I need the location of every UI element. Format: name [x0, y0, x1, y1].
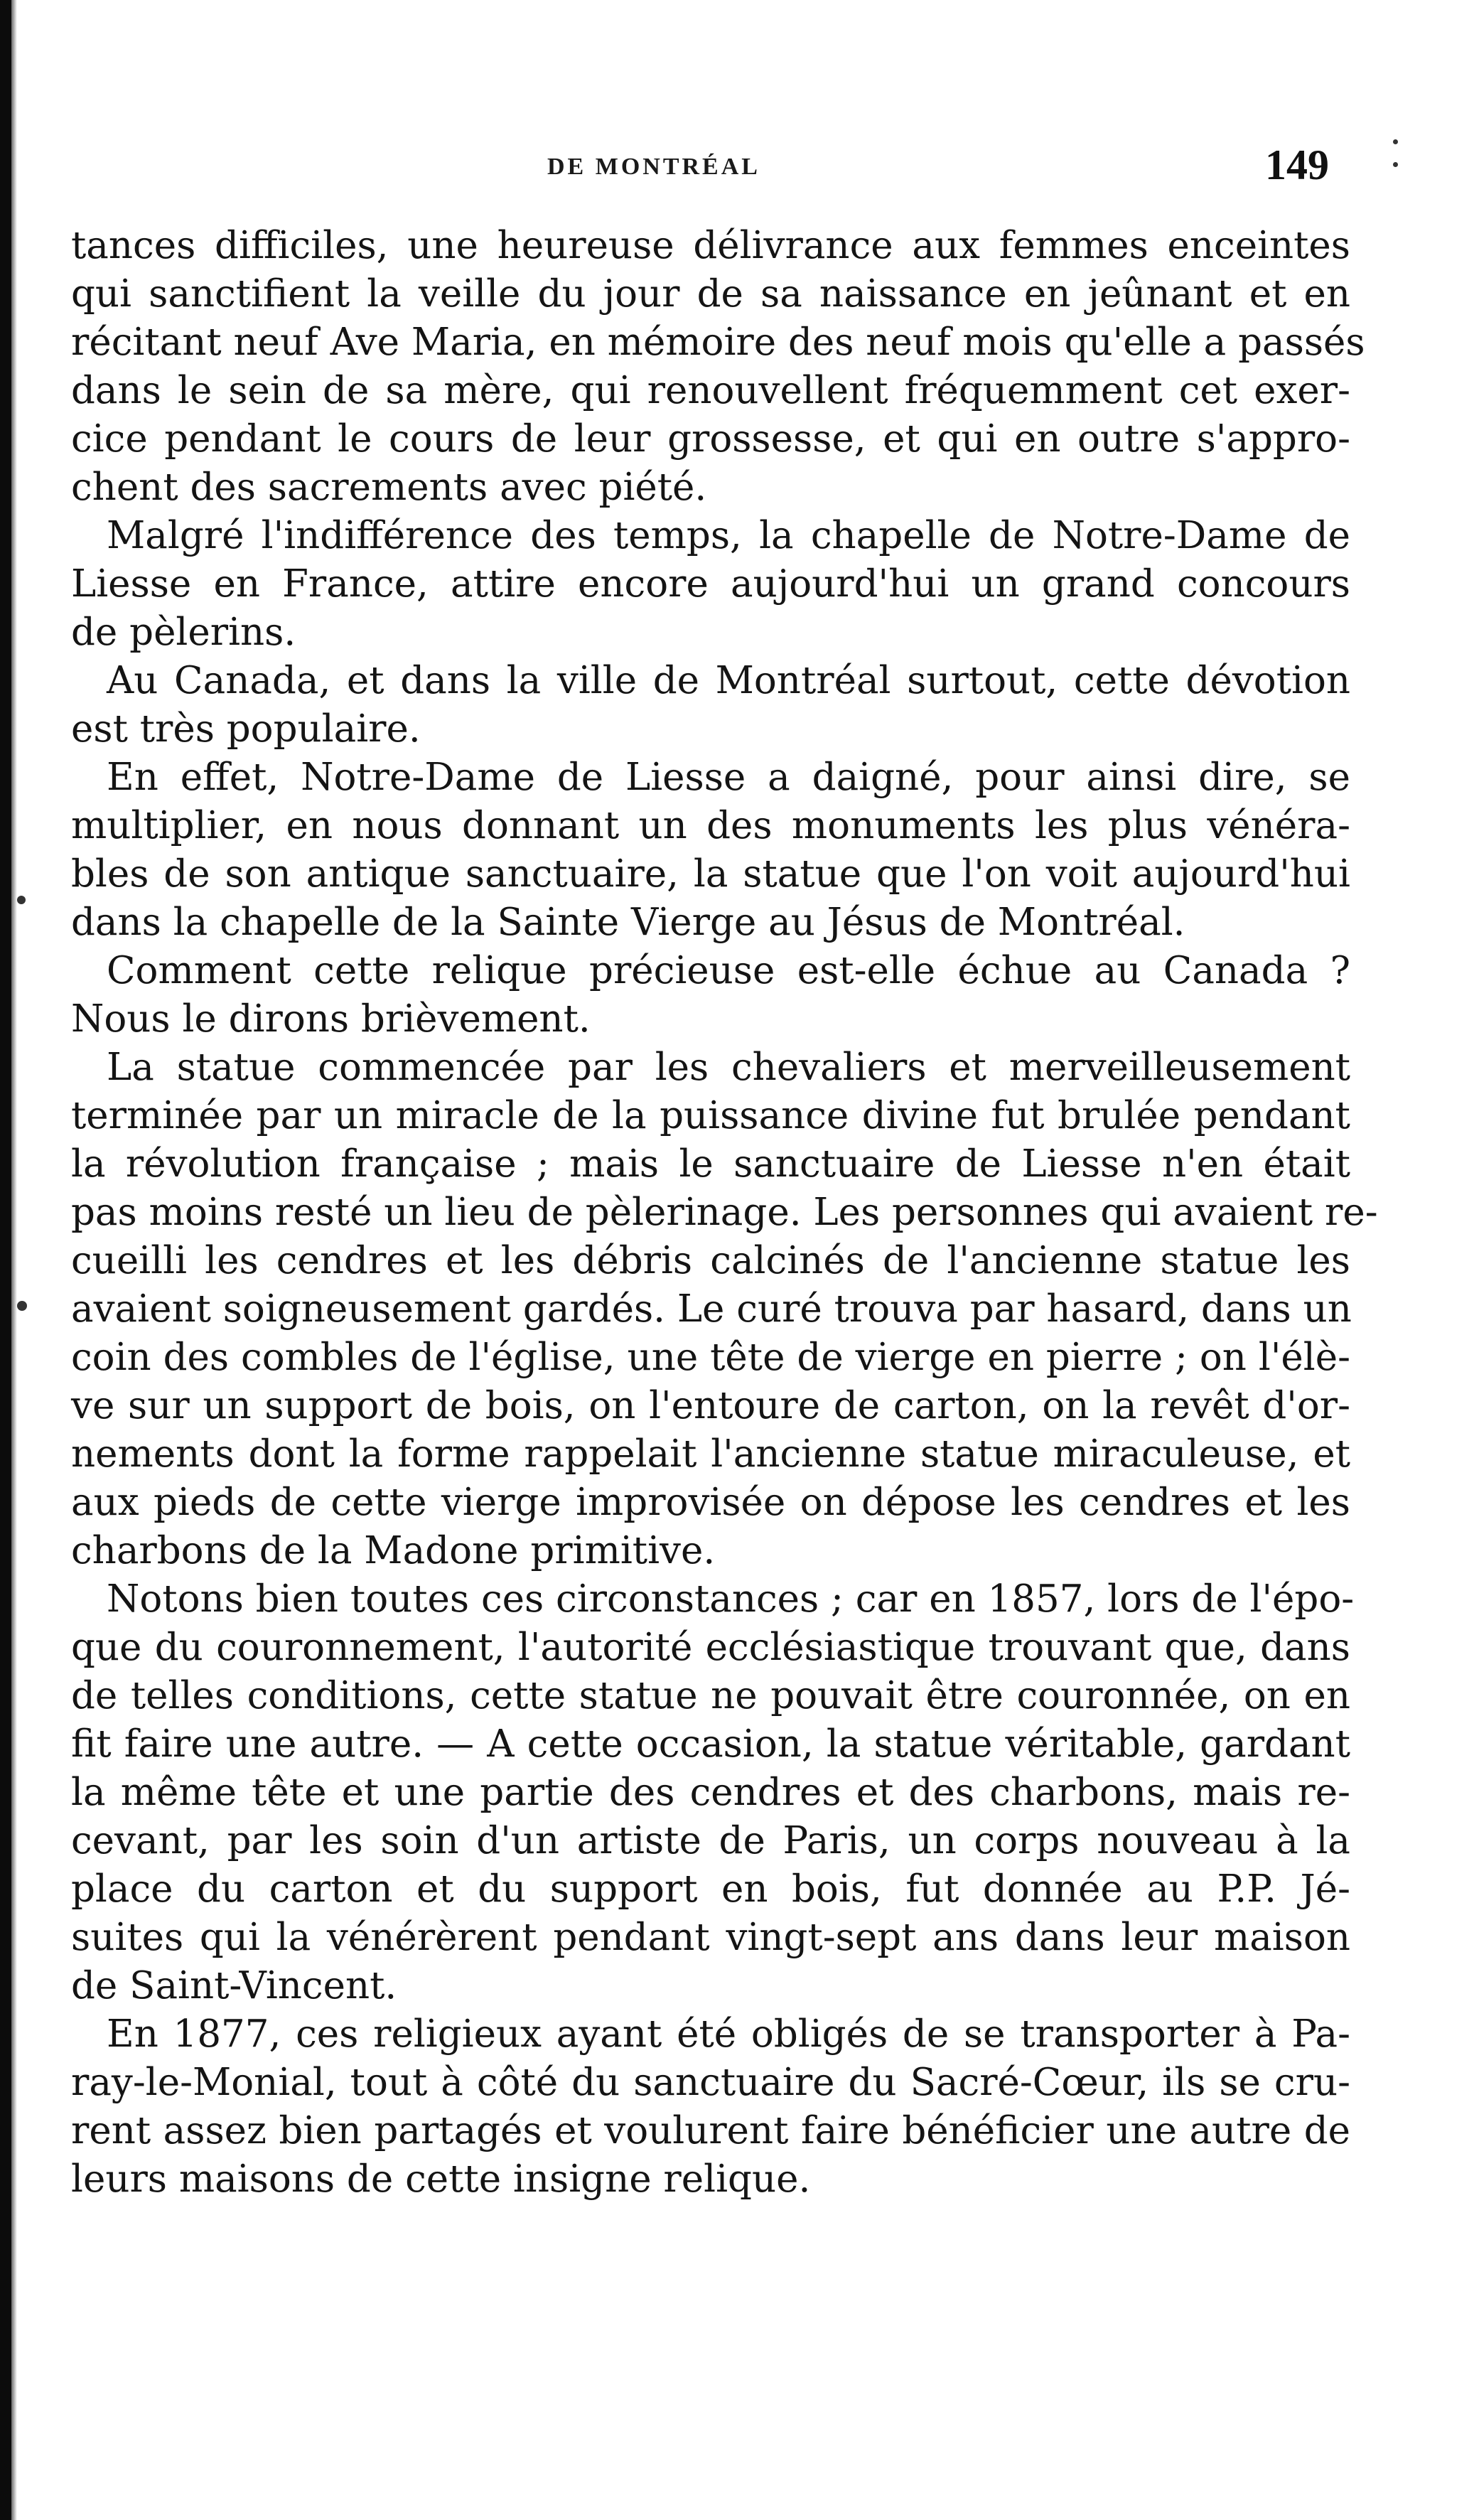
text-line: cice pendant le cours de leur grossesse, et qui en outre s'appro- — [71, 417, 1350, 461]
text-line: la même tête et une partie des cendres et des charbons, mais re- — [71, 1771, 1350, 1814]
ink-speck — [17, 1301, 27, 1311]
text-line: tances difficiles, une heureuse délivrance aux femmes enceintes — [71, 224, 1350, 267]
text-line: La statue commencée par les chevaliers et merveilleusement — [107, 1046, 1350, 1089]
text-line: Liesse en France, attire encore aujourd'hui un grand concours — [71, 562, 1350, 606]
text-line: leurs maisons de cette insigne relique. — [71, 2157, 811, 2201]
text-line: cueilli les cendres et les débris calcinés de l'ancienne statue les — [71, 1239, 1350, 1282]
text-line: dans le sein de sa mère, qui renouvellent fréquemment cet exer- — [71, 369, 1350, 412]
text-line: ray-le-Monial, tout à côté du sanctuaire du Sacré-Cœur, ils se cru- — [71, 2061, 1350, 2104]
page-spine-edge — [0, 0, 11, 2520]
text-line: que du couronnement, l'autorité ecclésiastique trouvant que, dans — [71, 1626, 1350, 1669]
text-line: terminée par un miracle de la puissance divine fut brulée pendant — [71, 1094, 1350, 1137]
paragraph — [71, 657, 1350, 754]
text-line: aux pieds de cette vierge improvisée on dépose les cendres et les — [71, 1481, 1350, 1524]
text-line: place du carton et du support en bois, fut donnée au P.P. Jé- — [71, 1867, 1350, 1911]
text-line: la révolution française ; mais le sanctuaire de Liesse n'en était — [71, 1142, 1350, 1186]
text-line: En effet, Notre-Dame de Liesse a daigné, pour ainsi dire, se — [107, 756, 1350, 799]
text-line: nements dont la forme rappelait l'ancienne statue miraculeuse, et — [71, 1432, 1350, 1476]
running-head — [0, 141, 1474, 198]
paragraph — [71, 222, 1365, 512]
text-line: Au Canada, et dans la ville de Montréal surtout, cette dévotion — [107, 659, 1350, 702]
text-line: avaient soigneusement gardés. Le curé trouva par hasard, dans un — [71, 1287, 1352, 1331]
text-line: est très populaire. — [71, 707, 421, 751]
text-line: Comment cette relique précieuse est-elle échue au Canada ? — [107, 949, 1350, 992]
page-spine-shadow — [11, 0, 17, 2520]
ink-speck — [1393, 139, 1398, 144]
text-line: de Saint-Vincent. — [71, 1964, 397, 2007]
text-line: multiplier, en nous donnant un des monuments les plus vénéra- — [71, 804, 1350, 847]
text-line: chent des sacrements avec piété. — [71, 466, 707, 509]
text-line: bles de son antique sanctuaire, la statue que l'on voit aujourd'hui — [71, 852, 1350, 896]
text-line: récitant neuf Ave Maria, en mémoire des neuf mois qu'elle a passés — [71, 321, 1365, 364]
paragraph — [71, 947, 1350, 1044]
text-line: suites qui la vénérèrent pendant vingt-sept ans dans leur maison — [71, 1916, 1350, 1959]
text-line: de pèlerins. — [71, 611, 296, 654]
text-line: coin des combles de l'église, une tête de vierge en pierre ; on l'élè- — [71, 1336, 1350, 1379]
text-line: rent assez bien partagés et voulurent faire bénéficier une autre de — [71, 2109, 1350, 2152]
ink-speck — [1393, 162, 1398, 167]
text-line: pas moins resté un lieu de pèlerinage. Les personnes qui avaient re- — [71, 1191, 1378, 1234]
text-line: charbons de la Madone primitive. — [71, 1529, 716, 1572]
text-line: dans la chapelle de la Sainte Vierge au Jésus de Montréal. — [71, 901, 1185, 944]
running-title: DE MONTRÉAL — [547, 154, 760, 180]
text-line: qui sanctifient la veille du jour de sa naissance en jeûnant et en — [71, 272, 1350, 316]
text-line: fit faire une autre. — A cette occasion, la statue véritable, gardant — [71, 1722, 1350, 1766]
paragraph — [71, 754, 1350, 947]
paragraph — [71, 512, 1350, 657]
paragraph — [71, 2010, 1350, 2204]
paragraph — [71, 1575, 1355, 2010]
paragraph — [71, 1044, 1378, 1575]
text-line: Malgré l'indifférence des temps, la chapelle de Notre-Dame de — [107, 514, 1350, 557]
ink-speck — [17, 896, 26, 904]
body-text — [71, 222, 1378, 2204]
text-line: cevant, par les soin d'un artiste de Paris, un corps nouveau à la — [71, 1819, 1350, 1862]
text-line: Nous le dirons brièvement. — [71, 997, 591, 1041]
text-line: En 1877, ces religieux ayant été obligés de se transporter à Pa- — [107, 2012, 1350, 2056]
text-line: Notons bien toutes ces circonstances ; car en 1857, lors de l'épo- — [107, 1577, 1355, 1621]
page-number: 149 — [1265, 141, 1329, 188]
text-line: ve sur un support de bois, on l'entoure de carton, on la revêt d'or- — [71, 1384, 1350, 1427]
text-line: de telles conditions, cette statue ne pouvait être couronnée, on en — [71, 1674, 1350, 1717]
